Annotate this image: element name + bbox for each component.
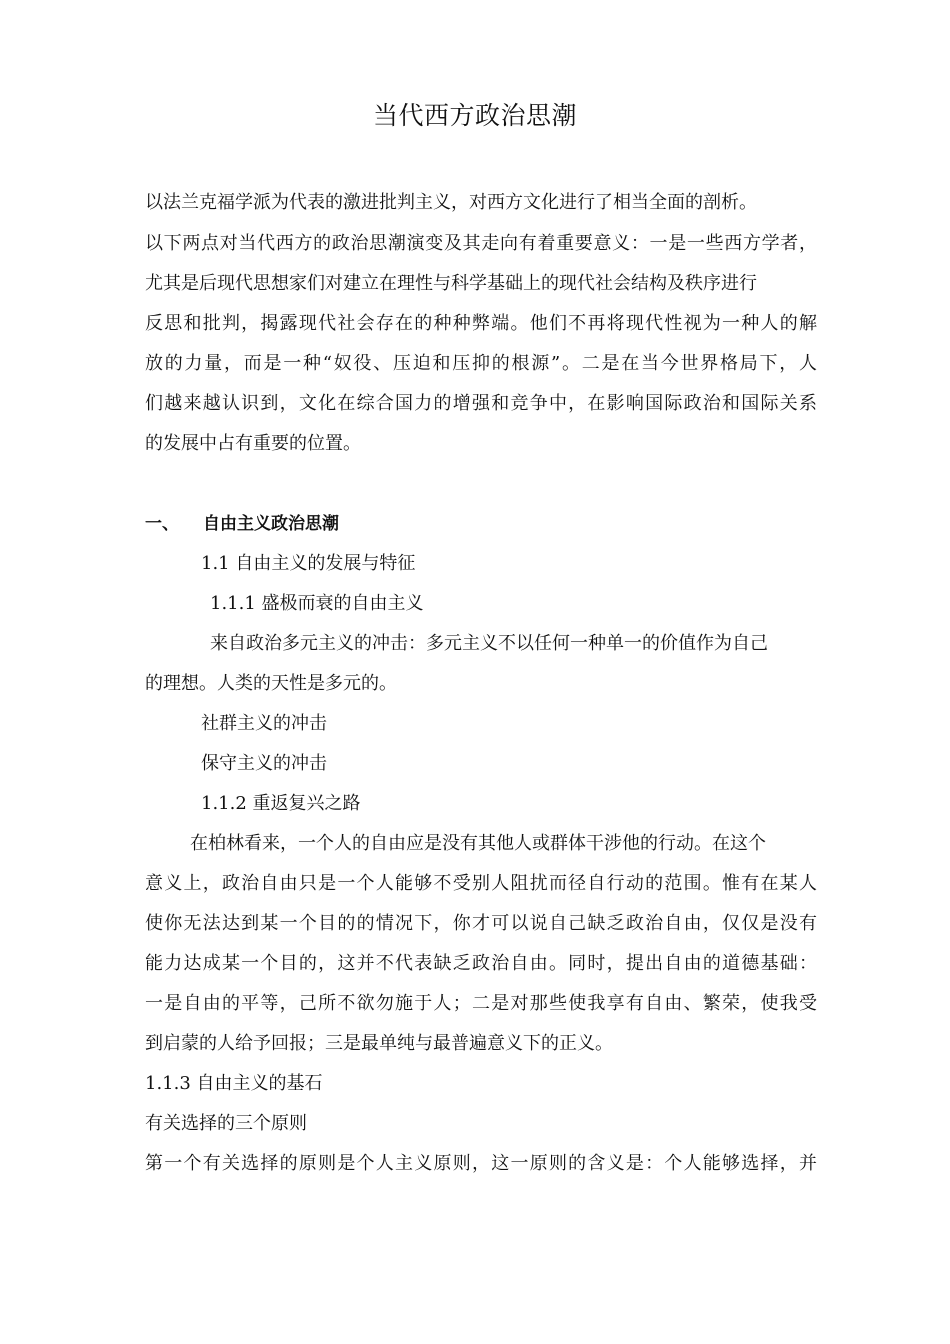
para-1-1-2-line-4: 能力达成某一个目的，这并不代表缺乏政治自由。同时，提出自由的道德基础： [145, 953, 817, 974]
intro-line-6: 们越来越认识到，文化在综合国力的增强和竞争中，在影响国际政治和国际关系 [145, 393, 817, 414]
intro-line-3: 尤其是后现代思想家们对建立在理性与科学基础上的现代社会结构及秩序进行 [145, 273, 757, 294]
para-1-1-2-line-5: 一是自由的平等，己所不欲勿施于人；二是对那些使我享有自由、繁荣，使我受 [145, 993, 817, 1014]
intro-line-2: 以下两点对当代西方的政治思潮演变及其走向有着重要意义：一是一些西方学者， [145, 233, 817, 254]
para-1-1-2-line-2: 意义上，政治自由只是一个人能够不受别人阻扰而径自行动的范围。惟有在某人 [145, 873, 817, 894]
para-first-principle-line-1: 第一个有关选择的原则是个人主义原则，这一原则的含义是：个人能够选择，并 [145, 1153, 817, 1174]
para-1-1-1-line-2: 的理想。人类的天性是多元的。 [145, 673, 397, 694]
section-1-title: 自由主义政治思潮 [203, 514, 339, 534]
intro-line-4: 反思和批判，揭露现代社会存在的种种弊端。他们不再将现代性视为一种人的解 [145, 313, 817, 334]
para-1-1-1-line-1: 来自政治多元主义的冲击：多元主义不以任何一种单一的价值作为自己 [210, 633, 768, 654]
subsection-1-1: 1.1 自由主义的发展与特征 [201, 553, 416, 574]
intro-line-5: 放的力量，而是一种“奴役、压迫和压抑的根源”。二是在当今世界格局下，人 [145, 353, 817, 374]
section-1-number: 一、 [145, 514, 179, 534]
subsection-1-1-1: 1.1.1 盛极而衰的自由主义 [210, 593, 424, 614]
para-1-1-2-line-6: 到启蒙的人给予回报；三是最单纯与最普遍意义下的正义。 [145, 1033, 613, 1054]
para-1-1-2-line-3: 使你无法达到某一个目的的情况下，你才可以说自己缺乏政治自由，仅仅是没有 [145, 913, 817, 934]
intro-line-1: 以法兰克福学派为代表的激进批判主义，对西方文化进行了相当全面的剖析。 [145, 192, 757, 213]
item-conservative: 保守主义的冲击 [201, 753, 327, 774]
intro-line-7: 的发展中占有重要的位置。 [145, 433, 361, 454]
heading-three-principles: 有关选择的三个原则 [145, 1113, 307, 1134]
section-1-heading [145, 509, 339, 539]
subsection-1-1-2: 1.1.2 重返复兴之路 [201, 793, 361, 814]
subsection-1-1-3: 1.1.3 自由主义的基石 [145, 1073, 323, 1094]
document-title: 当代西方政治思潮 [372, 101, 577, 130]
para-1-1-2-line-1: 在柏林看来，一个人的自由应是没有其他人或群体干涉他的行动。在这个 [190, 833, 766, 854]
item-communitarian: 社群主义的冲击 [201, 713, 327, 734]
